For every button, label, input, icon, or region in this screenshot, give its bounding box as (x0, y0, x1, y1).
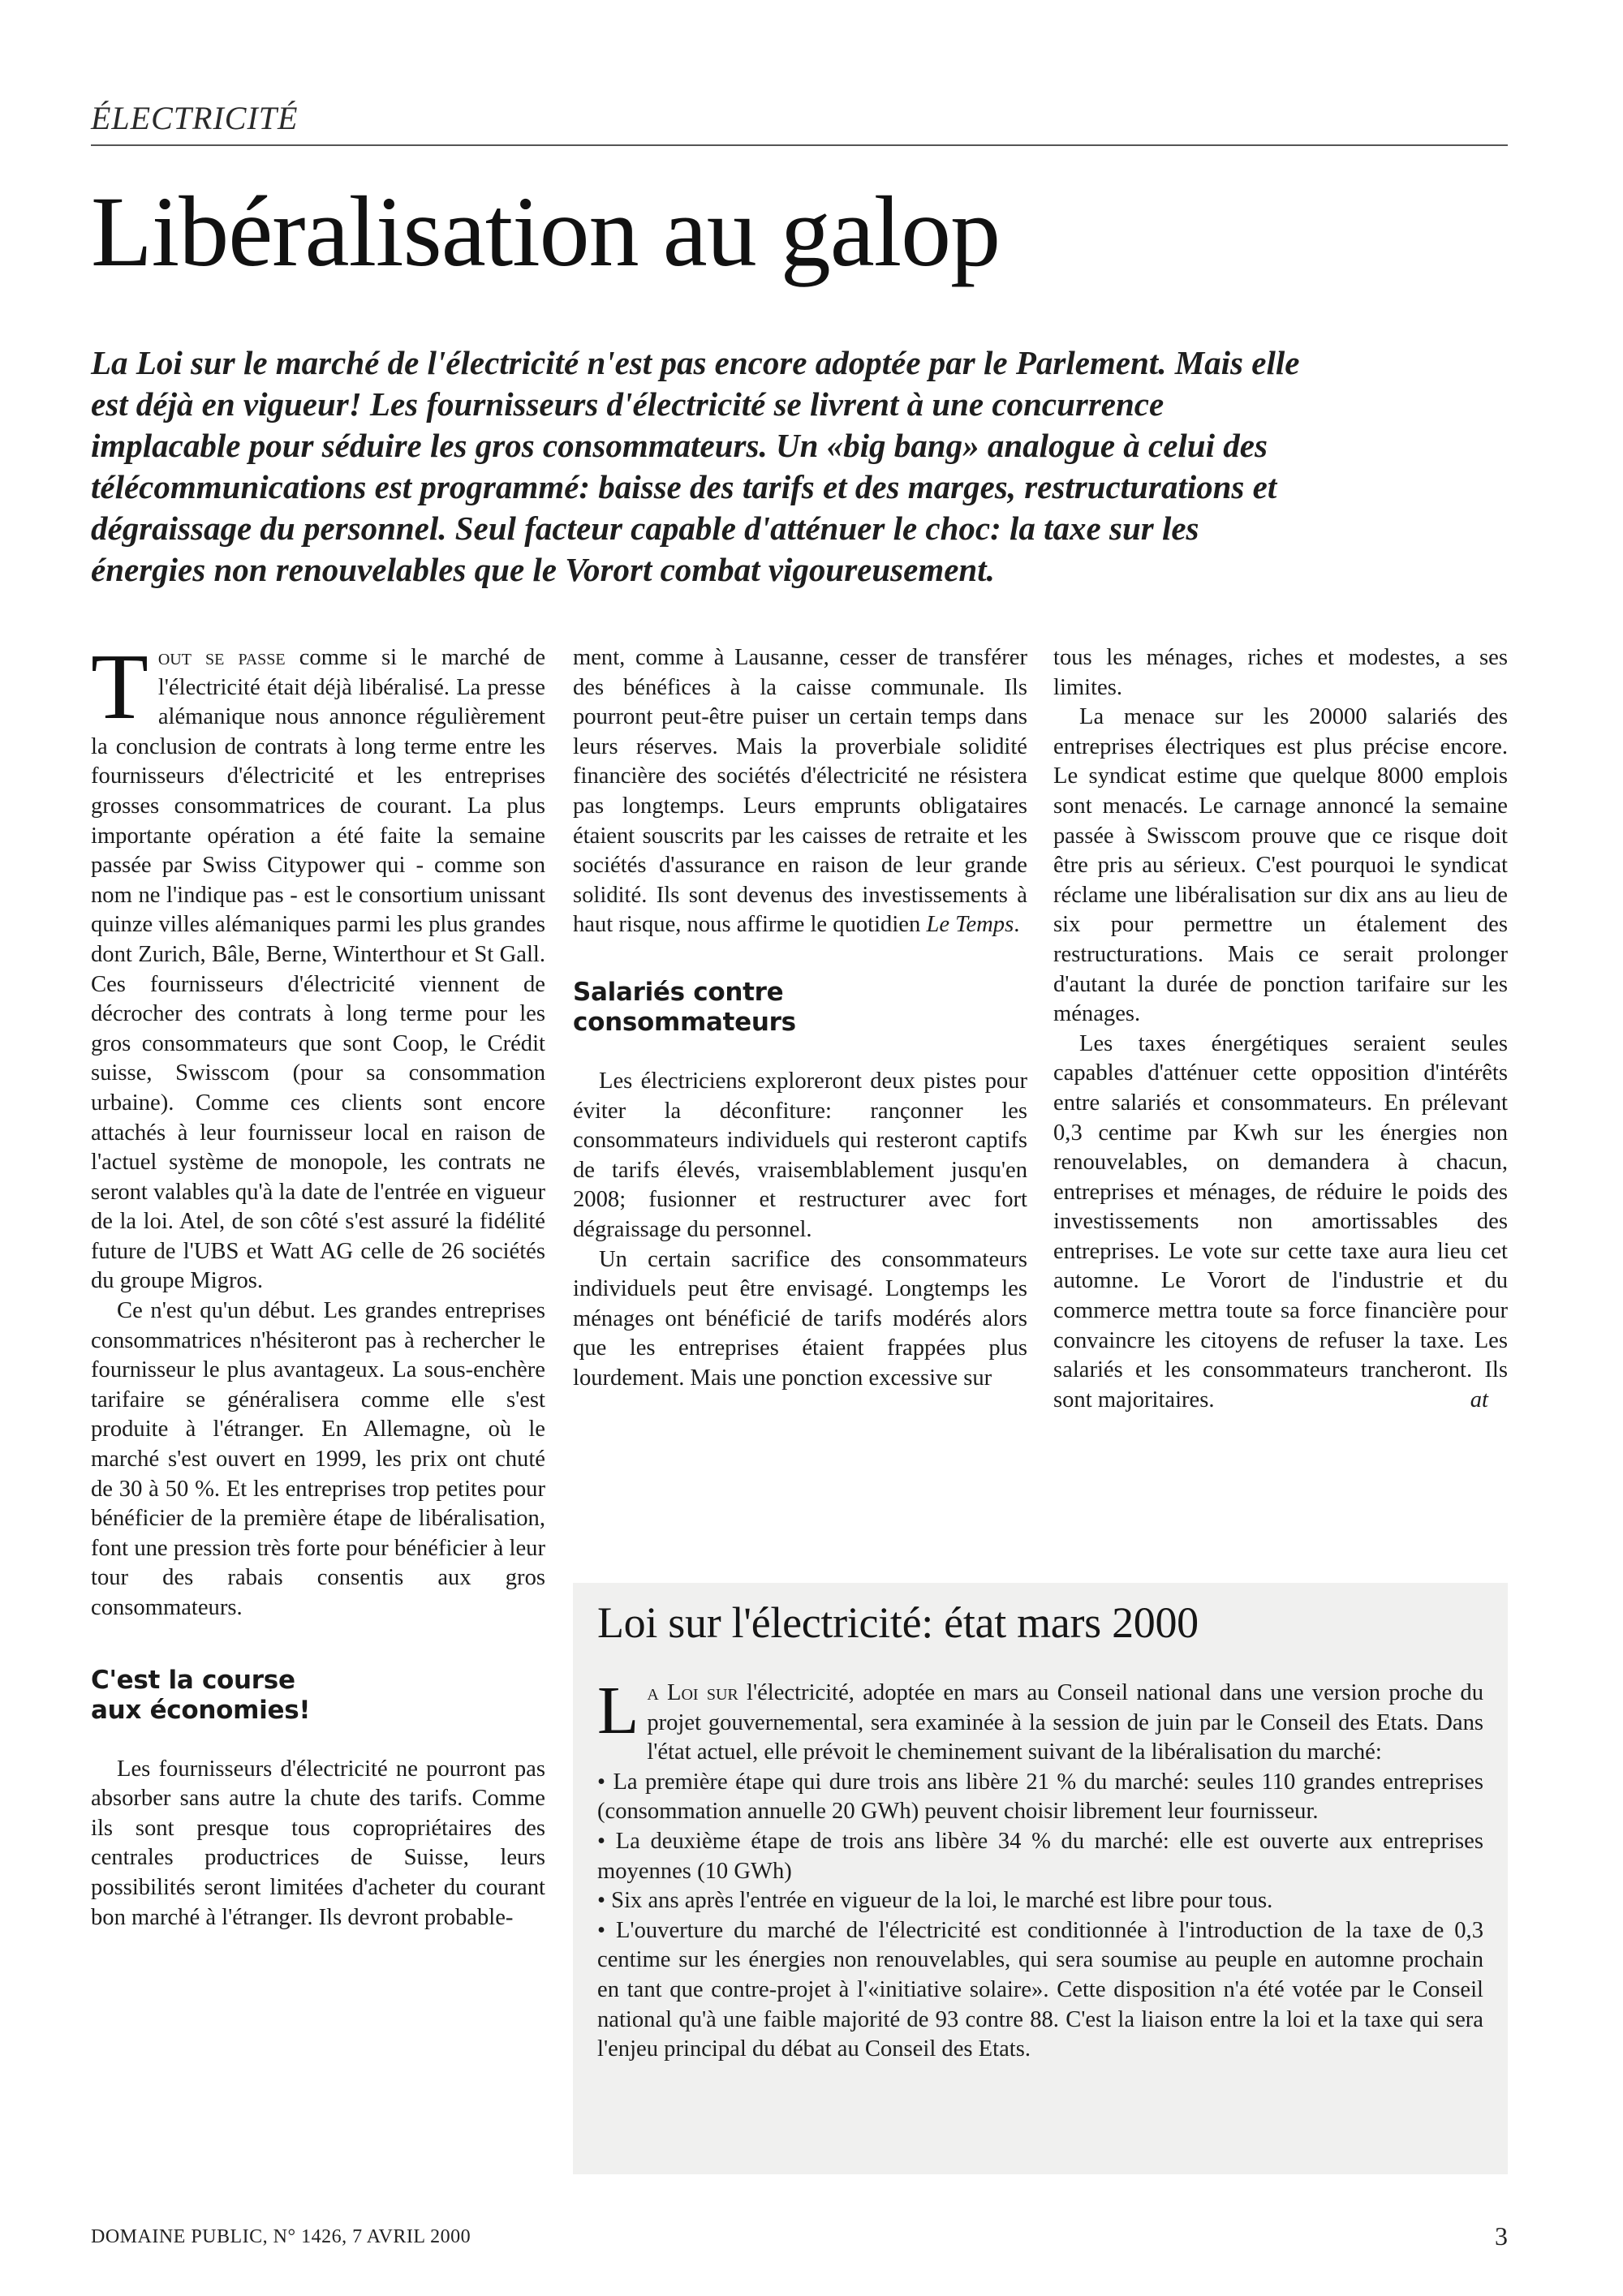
article-column-1 (91, 635, 546, 1933)
col2-paragraph-1-text: ment, comme à Lausanne, cesser de transférer des bénéfices à la caisse communale. Ils pourront peut-être puiser un certain temps dans leurs réserves. Mais la proverbiale solidité financière des sociétés d'électricité ne résistera pas longtemps. Leurs emprunts obligataires étaient souscrits par les caisses de retraite et les sociétés d'assurance en raison de leur grande solidité. Ils sont devenus des investissements à haut risque, nous affirme le quotidien (573, 645, 1027, 938)
info-box (573, 1583, 1508, 2174)
col3-paragraph-3 (1053, 1030, 1508, 1416)
subhead-line: consommateurs (573, 1007, 796, 1037)
subhead-course-economies (91, 1666, 545, 1726)
subhead-line: aux économies! (91, 1695, 311, 1725)
smallcaps-opening: out se passe (157, 645, 286, 670)
col3-paragraph-3-text: Les taxes énergétiques seraient seules capables d'atténuer cette opposition d'intérêts entre salariés et consommateurs. En prélevant 0,3 centime par Kwh sur les énergies non renouvelables, on demandera à chacun, entreprises et ménages, de réduire le poids des investissements non amortissables des entreprises. Le vote sur cette taxe aura lieu cet automne. Le Vorort de l'industrie et du commerce mettra toute sa force financière pour convaincre les citoyens de refuser la taxe. Les salariés et les consommateurs trancheront. Ils sont majoritaires. (1053, 1030, 1508, 1412)
col1-paragraph-1-text: comme si le marché de l'électricité était déjà libéralisé. La presse alémanique nous annonce régulièrement la conclusion de contrats à long terme entre les fournisseurs d'électricité et les entreprises grosses consommatrices de courant. La plus importante opération a été faite la semaine passée par Swiss Citypower qui - comme son nom ne l'indique pas - est le consortium unissant quinze villes alémaniques parmi les plus grandes dont Zurich, Bâle, Berne, Winterthour et St Gall. Ces fournisseurs d'électricité viennent de décrocher des contrats à long terme pour les gros consommateurs que sont Coop, le Crédit suisse, Swisscom (pour sa consommation urbaine). Comme ces clients sont encore attachés à leur fournisseur local en raison de l'actuel système de monopole, les contrats ne seront valables qu'à la date de l'entrée en vigueur de la loi. Atel, de son côté s'est assuré la fidélité future de l'UBS et Watt AG celle de 26 sociétés du groupe Migros. (91, 645, 546, 1294)
col2-paragraph-2: Les électriciens exploreront deux pistes pour éviter la déconfiture: rançonner les consommateurs individuels qui resteront captifs de tarifs élevés, vraisemblablement jusqu'en 2008; fusionner et restructurer avec fort dégraissage du personnel. (573, 1068, 1027, 1242)
subhead-line: Salariés contre (573, 977, 784, 1007)
bullet-text: L'ouverture du marché de l'électricité est conditionnée à l'introduction de la taxe de 0,3 centime sur les énergies non renouvelables, qui sera soumise au peuple en automne prochain en tant que contre-projet à l'«initiative solaire». Cette disposition n'a été votée par le Conseil national qu'à une faible majorité de 93 contre 88. C'est la liaison entre la loi et la taxe qui sera l'enjeu principal du débat au Conseil des Etats. (597, 1917, 1483, 2062)
dropcap: L (597, 1673, 639, 1748)
article-lead: La Loi sur le marché de l'électricité n'est pas encore adoptée par le Parlement. Mais elle est déjà en vigueur! Les fournisseurs d'électricité se livrent à une concurrence implacable pour séduire les gros consommateurs. Un «big bang» analogue à celui des télécommunications est programmé: baisse des tarifs et des marges, restructurations et dégraissage du personnel. Seul facteur capable d'atténuer le choc: la taxe sur les énergies non renouvelables que le Vorort combat vigoureusement. (91, 344, 1300, 588)
info-box-bullet (597, 1916, 1483, 2065)
col1-paragraph-1 (91, 635, 546, 1296)
col1-paragraph-2: Ce n'est qu'un début. Les grandes entreprises consommatrices n'hésiteront pas à rechercher le fournisseur le plus avantageux. La sous-enchère tarifaire se généralisera comme elle s'est produite à l'étranger. En Allemagne, où le marché s'est ouvert en 1999, les prix ont chuté de 30 à 50 %. Et les entreprises trop petites pour bénéficier de la première étape de libéralisation, font une pression très forte pour bénéficier à leur tour des rabais consentis aux gros consommateurs. (91, 1298, 545, 1620)
info-box-bullet (597, 1827, 1483, 1886)
col2-paragraph-1 (573, 643, 1027, 940)
col1-paragraph-3: Les fournisseurs d'électricité ne pourront pas absorber sans autre la chute des tarifs. Comme ils sont presque tous copropriétaires des centrales productrices de Suisse, leurs possibilités seront limitées d'acheter du courant bon marché à l'étranger. Ils devront probable- (91, 1756, 545, 1930)
bullet-text: La première étape qui dure trois ans libère 21 % du marché: seules 110 grandes entreprises (consommation annuelle 20 GWh) peuvent choisir librement leur fournisseur. (597, 1769, 1483, 1825)
newspaper-name: Le Temps (926, 912, 1014, 938)
bullet-icon: • (597, 1828, 606, 1854)
punctuation: . (1014, 912, 1020, 938)
author-signature: at (1470, 1387, 1488, 1412)
article-headline: Libéralisation au galop (91, 176, 1001, 287)
col3-paragraph-2: La menace sur les 20000 salariés des entreprises électriques est plus précise encore. Le syndicat estime que quelque 8000 emplois sont menacés. Le carnage annoncé la semaine passée à Swisscom prouve que ce risque doit être pris au sérieux. C'est pourquoi le syndicat réclame une libéralisation sur dix ans au lieu de six pour permettre un étalement des restructurations. Mais ce serait prolonger d'autant la durée de ponction tarifaire sur les ménages. (1053, 704, 1508, 1027)
info-box-bullet (597, 1886, 1483, 1916)
bullet-text: Six ans après l'entrée en vigueur de la loi, le marché est libre pour tous. (611, 1888, 1273, 1914)
section-rubric: ÉLECTRICITÉ (91, 100, 299, 136)
info-box-bullet (597, 1768, 1483, 1827)
col2-paragraph-3: Un certain sacrifice des consommateurs individuels peut être envisagé. Longtemps les ménages ont bénéficié de tarifs modérés alors que les entreprises étaient frappées plus lourdement. Mais une ponction excessive sur (573, 1246, 1027, 1391)
bullet-icon: • (597, 1769, 606, 1795)
page-number: 3 (1495, 2221, 1508, 2251)
article-column-3 (1053, 643, 1508, 1415)
info-box-body (597, 1673, 1483, 2065)
dropcap: T (91, 635, 149, 739)
publication-footer: DOMAINE PUBLIC, N° 1426, 7 AVRIL 2000 (91, 2226, 471, 2247)
info-box-intro-text: l'électricité, adoptée en mars au Conseil national dans une version proche du projet gouvernemental, sera examinée à la session de juin par le Conseil des Etats. Dans l'état actuel, elle prévoit le cheminement suivant de la libéralisation du marché: (647, 1680, 1483, 1765)
smallcaps-opening: a Loi sur (647, 1680, 738, 1705)
col3-paragraph-1: tous les ménages, riches et modestes, a ses limites. (1053, 645, 1508, 700)
bullet-text: La deuxième étape de trois ans libère 34 % du marché: elle est ouverte aux entreprises moyennes (10 GWh) (597, 1828, 1483, 1884)
bullet-icon: • (597, 1888, 606, 1914)
bullet-icon: • (597, 1917, 606, 1943)
subhead-line: C'est la course (91, 1665, 295, 1695)
header-rule (91, 144, 1508, 146)
article-column-2 (573, 643, 1027, 1393)
subhead-salaries-consommateurs (573, 978, 1027, 1038)
info-box-title: Loi sur l'électricité: état mars 2000 (597, 1598, 1199, 1647)
info-box-intro (597, 1673, 1483, 1768)
